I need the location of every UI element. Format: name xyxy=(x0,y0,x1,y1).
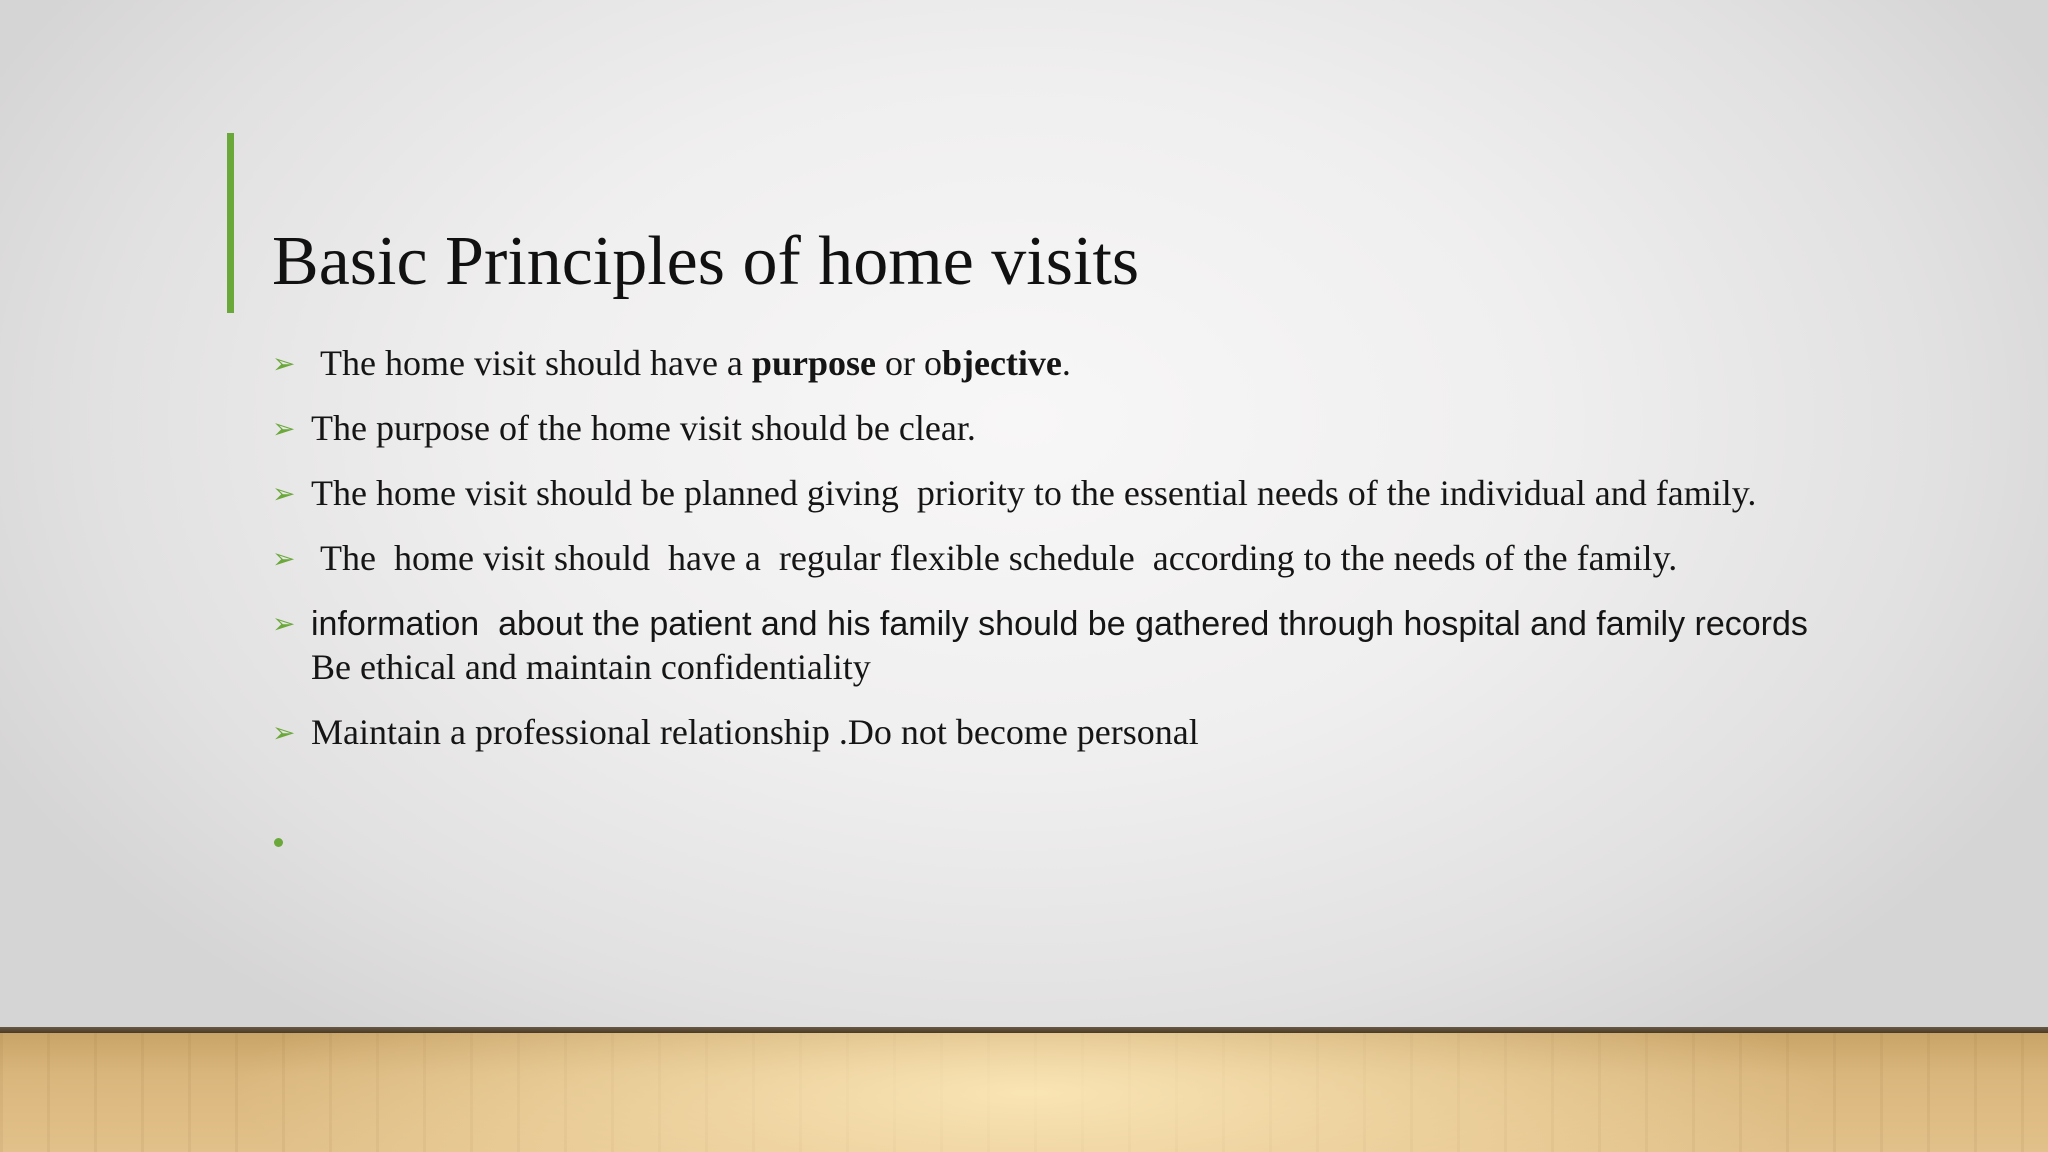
bullet-text: bjective xyxy=(941,343,1062,383)
bullet-item xyxy=(272,711,1832,754)
bullet-list xyxy=(272,342,1835,776)
bullet-text: . xyxy=(1061,343,1071,383)
arrow-bullet-icon: ➢ xyxy=(272,477,296,510)
empty-bullet-dot xyxy=(274,838,283,847)
bullet-text: The purpose of the home visit should be clear. xyxy=(311,408,976,448)
bullet-text: purpose xyxy=(751,343,876,383)
bullet-item xyxy=(272,342,1832,385)
slide-title: Basic Principles of home visits xyxy=(272,223,1140,300)
arrow-bullet-icon: ➢ xyxy=(272,412,296,445)
bullet-text: Maintain a professional relationship .Do not become personal xyxy=(311,712,1199,752)
title-accent-bar xyxy=(227,133,234,313)
bullet-text: Be ethical and maintain confidentiality xyxy=(311,603,1835,687)
arrow-bullet-icon: ➢ xyxy=(272,347,296,380)
arrow-bullet-icon: ➢ xyxy=(272,716,296,749)
bullet-item xyxy=(272,472,1832,515)
arrow-bullet-icon: ➢ xyxy=(272,542,296,575)
bullet-text: or o xyxy=(875,343,942,383)
wood-floor xyxy=(0,1033,2048,1152)
bullet-text: The home visit should have a xyxy=(311,343,752,383)
bullet-text: The home visit should be planned giving priority to the essential needs of the individual and family. xyxy=(311,473,1757,513)
bullet-item xyxy=(272,407,1832,450)
arrow-bullet-icon: ➢ xyxy=(272,607,296,640)
bullet-item xyxy=(272,602,1835,689)
bullet-text: information about the patient and his family should be gathered through hospital and family records xyxy=(311,605,1808,643)
bullet-item xyxy=(272,537,1832,580)
bullet-text: The home visit should have a regular flexible schedule according to the needs of the family. xyxy=(311,538,1678,578)
